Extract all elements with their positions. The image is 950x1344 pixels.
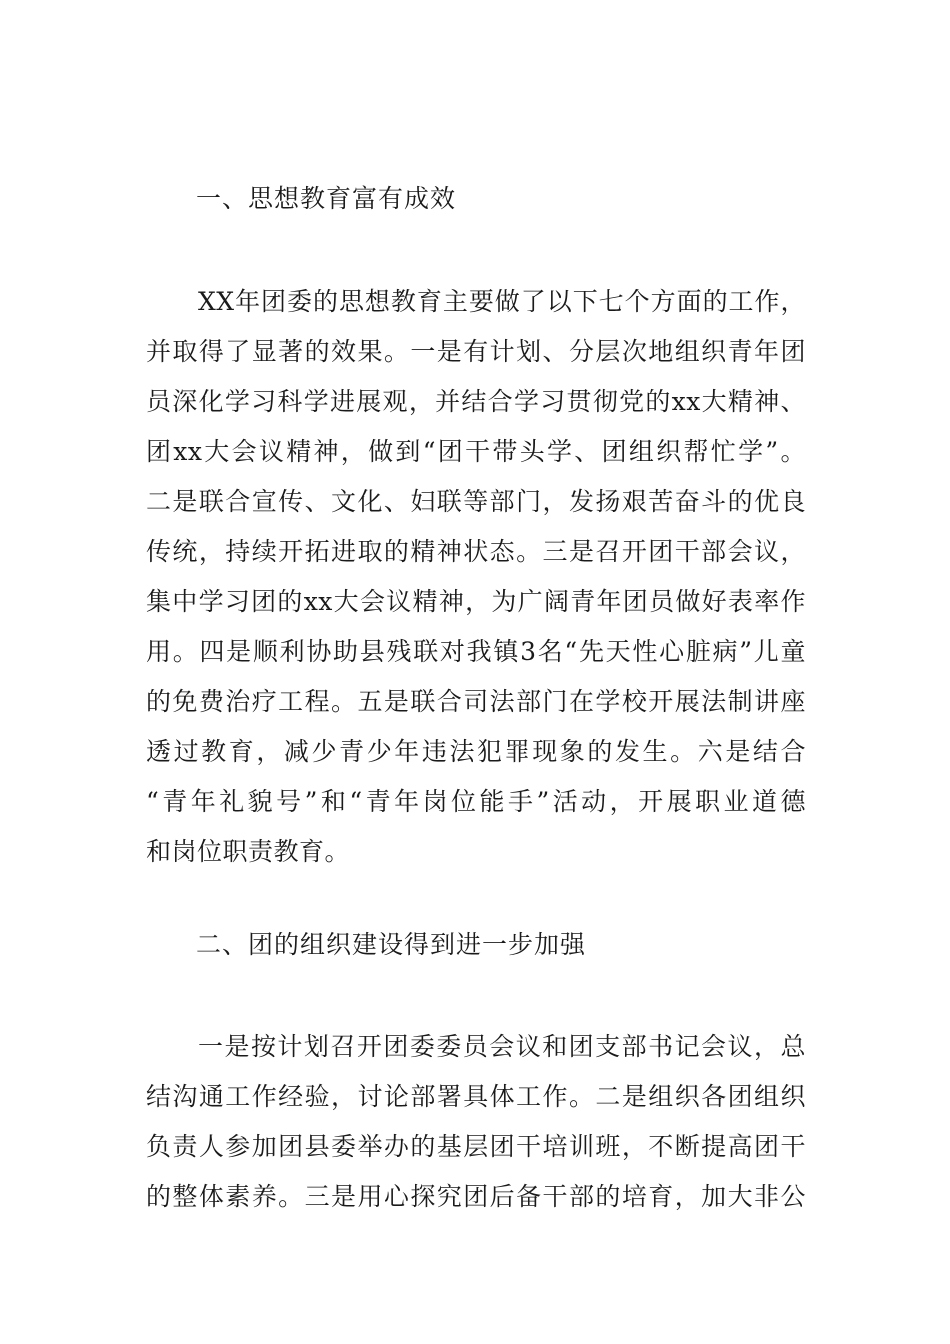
section-2-paragraph (146, 1022, 806, 1222)
paragraph-line: 员深化学习科学进展观，并结合学习贯彻党的xx大精神、 (146, 387, 806, 416)
section-heading-1: 一、思想教育富有成效 (196, 184, 457, 213)
paragraph-line: 集中学习团的xx大会议精神，为广阔青年团员做好表率作 (146, 587, 806, 616)
paragraph-line: 的整体素养。三是用心探究团后备干部的培育，加大非公 (146, 1182, 806, 1211)
paragraph-line: 团xx大会议精神，做到“团干带头学、团组织帮忙学”。 (146, 437, 806, 466)
paragraph-line: 透过教育，减少青少年违法犯罪现象的发生。六是结合 (146, 737, 806, 766)
paragraph-line: XX年团委的思想教育主要做了以下七个方面的工作， (198, 287, 806, 316)
paragraph-line: 并取得了显著的效果。一是有计划、分层次地组织青年团 (146, 337, 806, 366)
paragraph-line: 用。四是顺利协助县残联对我镇3名“先天性心脏病”儿童 (146, 637, 806, 666)
paragraph-line: 传统，持续开拓进取的精神状态。三是召开团干部会议， (146, 537, 806, 566)
paragraph-line: 一是按计划召开团委委员会议和团支部书记会议，总 (198, 1032, 806, 1061)
paragraph-line: 结沟通工作经验，讨论部署具体工作。二是组织各团组织 (146, 1082, 806, 1111)
paragraph-line: “青年礼貌号”和“青年岗位能手”活动，开展职业道德 (146, 787, 806, 816)
section-heading-2: 二、团的组织建设得到进一步加强 (196, 930, 587, 959)
paragraph-line: 的免费治疗工程。五是联合司法部门在学校开展法制讲座 (146, 687, 806, 716)
section-1-paragraph (146, 277, 806, 877)
paragraph-line: 负责人参加团县委举办的基层团干培训班，不断提高团干 (146, 1132, 806, 1161)
paragraph-line: 二是联合宣传、文化、妇联等部门，发扬艰苦奋斗的优良 (146, 487, 806, 516)
paragraph-line: 和岗位职责教育。 (146, 837, 351, 866)
